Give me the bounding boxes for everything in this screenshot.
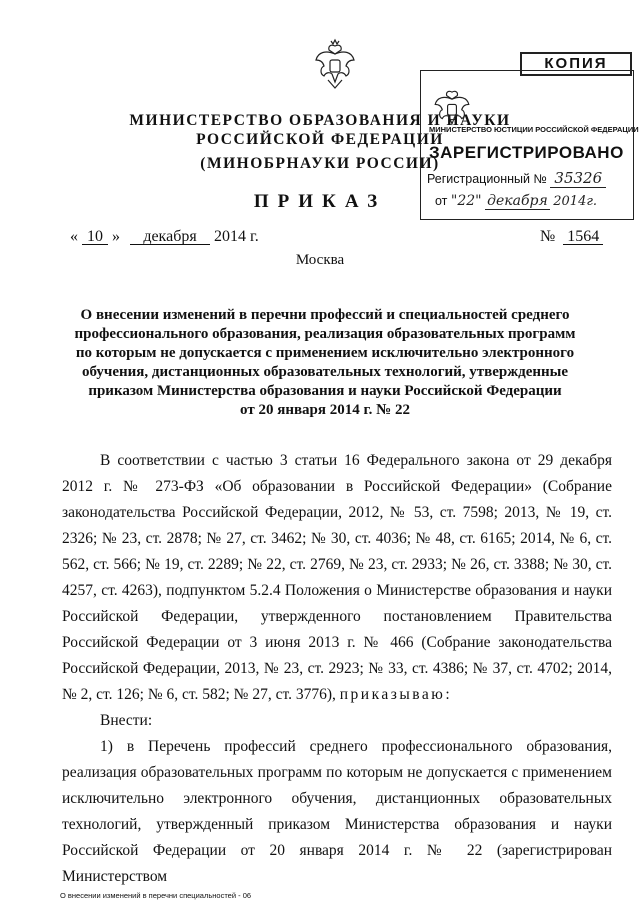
order-month: декабря <box>130 229 210 245</box>
order-body <box>62 448 612 890</box>
title-line: профессионального образования, реализация образовательных программ <box>74 326 576 342</box>
order-verb: приказываю: <box>339 686 453 703</box>
stamp-registered: ЗАРЕГИСТРИРОВАНО <box>429 143 624 162</box>
stamp-date-year: 2014г. <box>553 194 598 209</box>
ministry-name-line2: РОССИЙСКОЙ ФЕДЕРАЦИИ <box>196 131 444 148</box>
body-paragraph-introduce: Внести: <box>100 712 153 729</box>
title-line: О внесении изменений в перечни профессий и специальностей среднего <box>80 307 570 323</box>
document-type: ПРИКАЗ <box>253 191 387 212</box>
order-number-label: № <box>540 228 556 245</box>
stamp-date-prefix: от <box>435 194 448 208</box>
title-line: от 20 января 2014 г. № 22 <box>240 402 410 418</box>
date-close-quote: » <box>112 228 120 245</box>
page-footer: О внесении изменений в перечни специальностей - 06 <box>60 891 252 900</box>
title-line: приказом Министерства образования и науки Российской Федерации <box>88 383 562 399</box>
stamp-reg-number-row <box>427 169 606 187</box>
coat-of-arms-icon <box>314 38 356 90</box>
ministry-short-name: (МИНОБРНАУКИ РОССИИ) <box>200 155 440 172</box>
stamp-ministry: МИНИСТЕРСТВО ЮСТИЦИИ РОССИЙСКОЙ ФЕДЕРАЦИИ <box>429 125 639 134</box>
order-title <box>55 306 595 420</box>
stamp-reg-number: 35326 <box>550 169 606 188</box>
order-day: 10 <box>82 229 108 245</box>
title-line: по которым не допускается с применением исключительно электронного <box>75 345 575 361</box>
copy-stamp: КОПИЯ <box>520 52 632 76</box>
title-line: обучения, дистанционных образовательных технологий, утвержденные <box>81 364 569 380</box>
order-year: 2014 г. <box>214 228 259 245</box>
stamp-date-day: 22 <box>457 193 476 209</box>
stamp-date-row: от "22" декабря 2014г. <box>435 193 598 209</box>
date-open-quote: « <box>70 228 78 245</box>
body-paragraph-item-1: 1) в Перечень профессий среднего профессионального образования, реализация образовательных программ по которым не допускается с применением исключительно электронного обучения, дистанционных образовательных технологий, утвержденный приказом Министерства образования и науки Российской Федерации от 20 января 2014 г. № 22 (зарегистрирован Министерством <box>62 738 612 885</box>
registration-stamp <box>420 70 639 220</box>
order-number <box>540 228 603 246</box>
stamp-reg-label: Регистрационный № <box>427 172 547 186</box>
order-city: Москва <box>295 252 345 268</box>
body-paragraph-preamble <box>62 448 612 708</box>
order-number-value: 1564 <box>563 229 603 245</box>
order-date <box>70 228 259 246</box>
preamble-text: В соответствии с частью 3 статьи 16 Федерального закона от 29 декабря 2012 г. № 273-ФЗ «Об образовании в Российской Федерации» (Собрание законодательства Российской Федерации, 2012, № 53, ст. 7598; 2013, № 19, ст. 2326; № 23, ст. 2878; № 27, ст. 3462; № 30, ст. 4036; № 48, ст. 6165; 2014, № 6, ст. 562, ст. 566; № 19, ст. 2289; № 22, ст. 2769, № 23, ст. 2933; № 26, ст. 3388; № 30, ст. 4257, ст. 4263), подпунктом 5.2.4 Положения о Министерстве образования и науки Российской Федерации, утвержденного постановлением Правительства Российской Федерации от 3 июня 2013 г. № 466 (Собрание законодательства Российской Федерации, 2013, № 23, ст. 2923; № 33, ст. 4386; № 37, ст. 4702; 2014, № 2, ст. 126; № 6, ст. 582; № 27, ст. 3776), <box>62 452 612 703</box>
stamp-date-month: декабря <box>487 193 548 209</box>
ministry-name-line1: МИНИСТЕРСТВО ОБРАЗОВАНИЯ И НАУКИ <box>129 112 511 129</box>
